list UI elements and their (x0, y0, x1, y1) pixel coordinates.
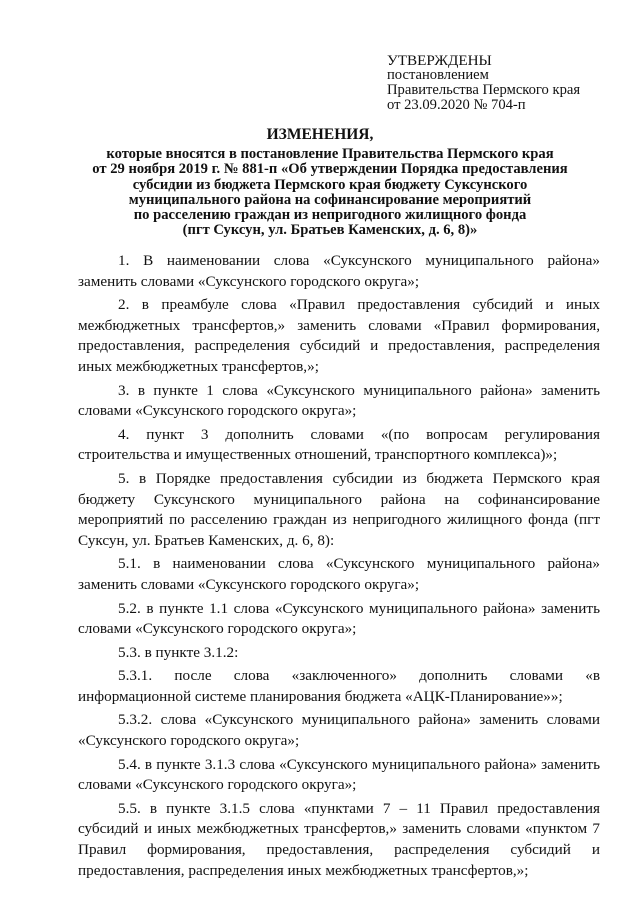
document-title: ИЗМЕНЕНИЯ, (266, 126, 374, 143)
paragraph-item: 5.4. в пункте 3.1.3 слова «Суксунского муниципального района» заменить словами «Суксунского городского округа»; (78, 755, 600, 794)
paragraph-item: 5.3.2. слова «Суксунского муниципального района» заменить словами «Суксунского городского округа»; (78, 711, 600, 750)
subtitle-line: от 29 ноября 2019 г. № 881-п «Об утверждении Порядка предоставления (92, 161, 568, 178)
paragraph-item: 5.3.1. после слова «заключенного» дополнить словами «в информационной системе планирования бюджета «АЦК-Планирование»»; (78, 667, 600, 705)
paragraph-item: 5.2. в пункте 1.1 слова «Суксунского муниципального района» заменить словами «Суксунского городского округа»; (78, 599, 600, 638)
paragraph-item: 5.3. в пункте 3.1.2: (118, 643, 239, 661)
subtitle-line: (пгт Суксун, ул. Братьев Каменских, д. 6, 8)» (182, 222, 478, 239)
paragraph-item: 5.1. в наименовании слова «Суксунского муниципального района» заменить словами «Суксунского городского округа»; (78, 555, 600, 593)
approval-line: постановлением (387, 67, 489, 83)
approval-line: от 23.09.2020 № 704-п (387, 97, 526, 113)
document-subtitle (70, 147, 590, 239)
approval-stamp (387, 53, 580, 113)
subtitle-line: по расселению граждан из непригодного жилищного фонда (133, 207, 527, 224)
approval-line: Правительства Пермского края (387, 82, 581, 98)
approval-heading: УТВЕРЖДЕНЫ (387, 52, 492, 69)
subtitle-line: муниципального района на софинансирование мероприятий (128, 191, 532, 208)
paragraph-item: 2. в преамбуле слова «Правил предоставления субсидий и иных межбюджетных трансфертов,» заменить словами «Правил формирования, предоставления, распределения субсидий и предоставления, распределения иных межбюджетных трансфертов,»; (78, 296, 600, 375)
paragraph-item: 5.5. в пункте 3.1.5 слова «пунктами 7 – 11 Правил предоставления субсидий и иных межбюджетных трансфертов,» заменить словами «пунктом 7 Правил формирования, предоставления, распределения субсидий и предоставления, распределения иных межбюджетных трансфертов,»; (78, 799, 600, 879)
paragraph-item: 4. пункт 3 дополнить словами «(по вопросам регулирования строительства и имущественных отношений, транспортного комплекса)»; (78, 425, 600, 464)
subtitle-line: субсидии из бюджета Пермского края бюджету Суксунского (132, 176, 528, 193)
document-body (78, 251, 600, 884)
paragraph-item: 3. в пункте 1 слова «Суксунского муниципального района» заменить словами «Суксунского городского округа»; (78, 381, 600, 420)
subtitle-line: которые вносятся в постановление Правительства Пермского края (106, 146, 554, 162)
paragraph-item: 5. в Порядке предоставления субсидии из бюджета Пермского края бюджету Суксунского муниципального района на софинансирование мероприятий по расселению граждан из непригодного жилищного фонда (пгт Суксун, ул. Братьев Каменских, д. 6, 8): (78, 469, 600, 549)
paragraph-item: 1. В наименовании слова «Суксунского муниципального района» заменить словами «Суксунского городского округа»; (78, 252, 600, 290)
